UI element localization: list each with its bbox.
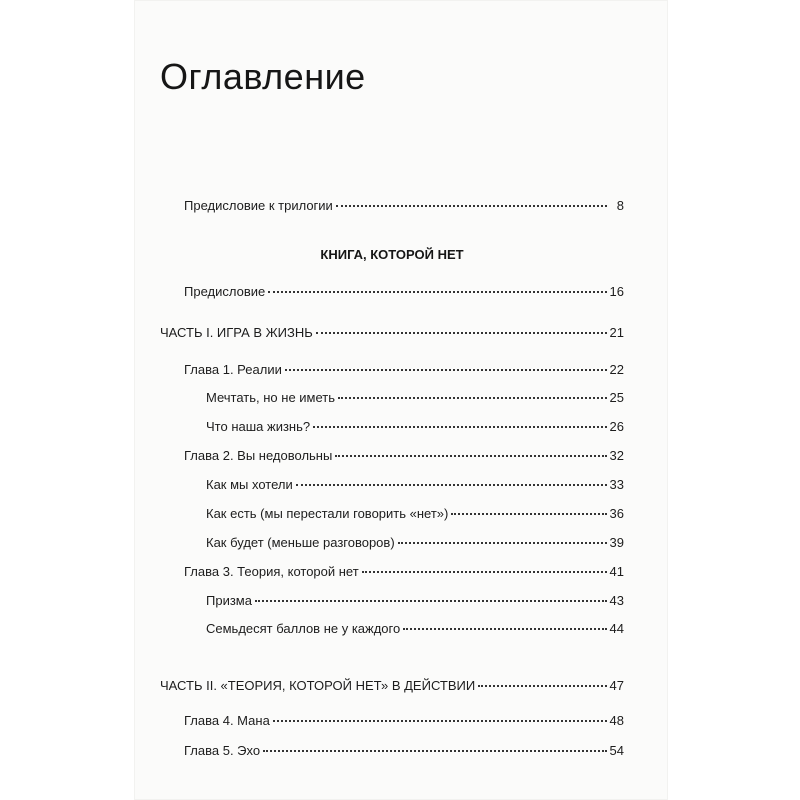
toc-entry-preface-trilogy[interactable] bbox=[184, 198, 624, 214]
dot-leader bbox=[296, 483, 607, 486]
toc-entry-section[interactable] bbox=[206, 593, 624, 609]
toc-page-number: 26 bbox=[609, 419, 624, 434]
dot-leader bbox=[268, 290, 606, 293]
toc-page-number: 16 bbox=[609, 284, 624, 299]
dot-leader bbox=[273, 719, 607, 722]
dot-leader bbox=[362, 570, 607, 573]
toc-entry-label: Как есть (мы перестали говорить «нет») bbox=[206, 506, 449, 521]
toc-page-number: 44 bbox=[609, 621, 624, 636]
toc-entry-label: Предисловие bbox=[184, 284, 266, 299]
toc-entry-chapter-3[interactable] bbox=[184, 564, 624, 580]
toc-entry-section[interactable] bbox=[206, 535, 624, 551]
toc-page-number: 43 bbox=[609, 593, 624, 608]
toc-entry-chapter-5[interactable] bbox=[184, 743, 624, 759]
toc-entry-label: Глава 3. Теория, которой нет bbox=[184, 564, 359, 579]
toc-entry-label: Как мы хотели bbox=[206, 477, 293, 492]
toc-entry-label: Глава 1. Реалии bbox=[184, 362, 282, 377]
toc-page-number: 36 bbox=[609, 506, 624, 521]
dot-leader bbox=[285, 368, 607, 371]
toc-entry-part-2[interactable] bbox=[160, 678, 624, 694]
toc-entry-section[interactable] bbox=[206, 477, 624, 493]
toc-entry-label: Мечтать, но не иметь bbox=[206, 390, 336, 405]
toc-entry-label: Глава 2. Вы недовольны bbox=[184, 448, 333, 463]
toc-entry-preface[interactable] bbox=[184, 284, 624, 300]
toc-entry-part-1[interactable] bbox=[160, 325, 624, 341]
toc-page-number: 21 bbox=[609, 325, 624, 340]
page-title: Оглавление bbox=[160, 56, 366, 98]
toc-page-number: 54 bbox=[609, 743, 624, 758]
toc-entry-label: ЧАСТЬ I. ИГРА В ЖИЗНЬ bbox=[160, 325, 313, 340]
toc-page-number: 22 bbox=[609, 362, 624, 377]
toc-entry-label: Предисловие к трилогии bbox=[184, 198, 333, 213]
toc-page-number: 41 bbox=[609, 564, 624, 579]
toc-entry-label: Как будет (меньше разговоров) bbox=[206, 535, 395, 550]
dot-leader bbox=[336, 204, 607, 207]
toc-entry-label: Призма bbox=[206, 593, 252, 608]
toc-page-number: 48 bbox=[609, 713, 624, 728]
toc-entry-label: Глава 4. Мана bbox=[184, 713, 270, 728]
dot-leader bbox=[338, 396, 607, 399]
toc-page-number: 33 bbox=[609, 477, 624, 492]
toc-page-number: 39 bbox=[609, 535, 624, 550]
toc-page-number: 32 bbox=[609, 448, 624, 463]
dot-leader bbox=[335, 454, 606, 457]
dot-leader bbox=[316, 331, 607, 334]
toc-entry-section[interactable] bbox=[206, 621, 624, 637]
toc-entry-chapter-2[interactable] bbox=[184, 448, 624, 464]
dot-leader bbox=[398, 541, 607, 544]
toc-entry-label: Глава 5. Эхо bbox=[184, 743, 261, 758]
book-section-title: КНИГА, КОТОРОЙ НЕТ bbox=[320, 247, 464, 262]
toc-page-number: 25 bbox=[609, 390, 624, 405]
dot-leader bbox=[313, 425, 606, 428]
dot-leader bbox=[263, 749, 606, 752]
toc-entry-chapter-4[interactable] bbox=[184, 713, 624, 729]
dot-leader bbox=[451, 512, 606, 515]
toc-entry-label: Что наша жизнь? bbox=[206, 419, 311, 434]
dot-leader bbox=[403, 627, 606, 630]
toc-page-number: 47 bbox=[609, 678, 624, 693]
toc-entry-label: Семьдесят баллов не у каждого bbox=[206, 621, 401, 636]
toc-entry-section[interactable] bbox=[206, 390, 624, 406]
dot-leader bbox=[255, 599, 607, 602]
toc-entry-section[interactable] bbox=[206, 419, 624, 435]
toc-entry-chapter-1[interactable] bbox=[184, 362, 624, 378]
toc-entry-section[interactable] bbox=[206, 506, 624, 522]
dot-leader bbox=[478, 684, 606, 687]
toc-page-number: 8 bbox=[616, 198, 624, 213]
toc-entry-label: ЧАСТЬ II. «ТЕОРИЯ, КОТОРОЙ НЕТ» В ДЕЙСТВИИ bbox=[160, 678, 476, 693]
